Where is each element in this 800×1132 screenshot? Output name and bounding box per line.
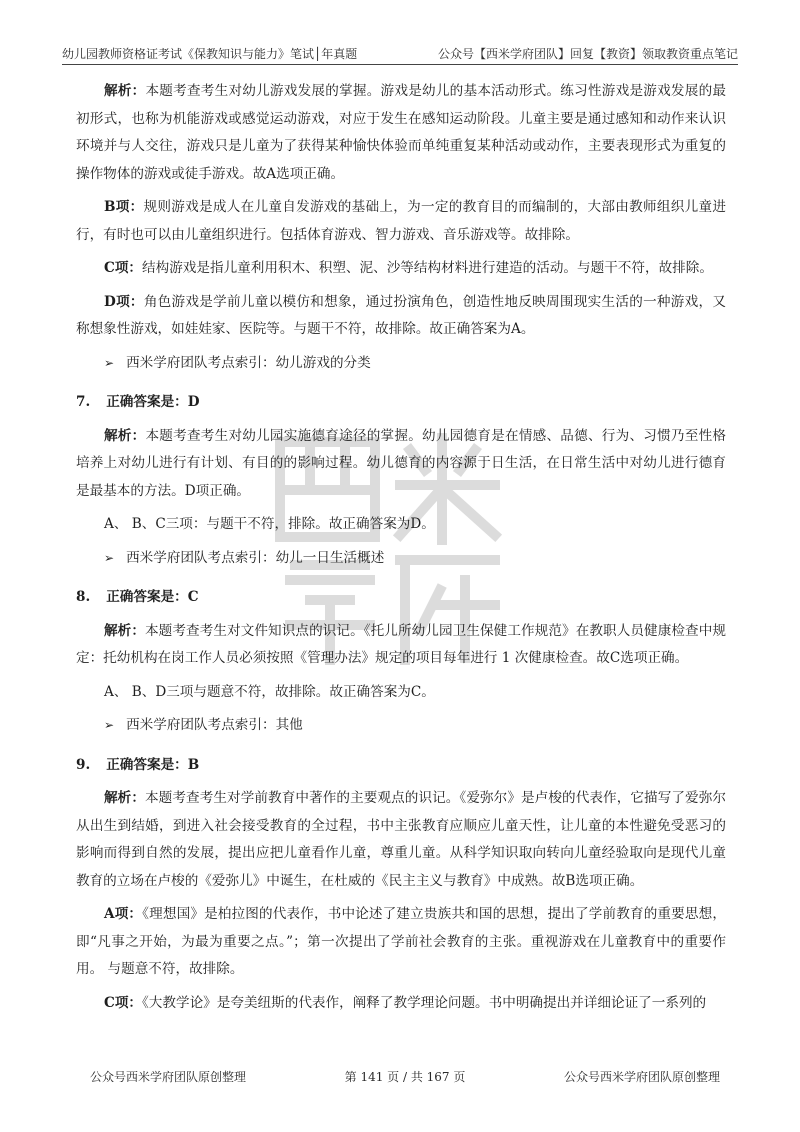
page-number: 第 141 页 / 共 167 页 [344, 1070, 466, 1084]
q9-answer: 正确答案是：B [106, 756, 200, 773]
arrow-bullet-icon: ➢ [104, 355, 115, 370]
q8-index: ➢ 西米学府团队考点索引：其他 [104, 712, 726, 740]
header-promo: 公众号【西米学府团队】回复【教资】领取教资重点笔记 [437, 47, 738, 61]
q8-heading [76, 584, 726, 612]
q9-heading [76, 752, 726, 780]
q8-answer: 正确答案是：C [106, 589, 199, 605]
q9-option-a: A项：《理想国》是柏拉图的代表作，书中论述了建立贵族共和国的思想，提出了学前教育的重要思想，即“凡事之开始，为最为重要之点。”；第一次提出了学前社会教育的主张。重视游戏在儿童教育中的重要作用。 与题意不符，故排除。 [76, 906, 726, 977]
q6-option-d: D项：角色游戏是学前儿童以模仿和想象，通过扮演角色，创造性地反映周围现实生活的一种游戏，又称想象性游戏，如娃娃家、医院等。与题干不符，故排除。故正确答案为A。 [76, 293, 727, 337]
q9-option-c: C项：《大教学论》是夸美纽斯的代表作，阐释了教学理论问题。书中明确提出并详细论证了一系列的 [104, 994, 707, 1011]
q7-heading [76, 389, 726, 417]
q7-analysis: 解析：本题考查考生对幼儿园实施德育途径的掌握。幼儿园德育是在情感、品德、行为、习惯乃至性格培养上对幼儿进行有计划、有目的的影响过程。幼儿德育的内容源于日生活，在日常生活中对幼儿进行德育是最基本的方法。D项正确。 [76, 427, 726, 499]
q8-analysis: 解析：本题考查考生对文件知识点的识记。《托儿所幼儿园卫生保健工作规范》在教职人员健康检查中规定：托幼机构在岗工作人员必须按照《管理办法》规定的项目每年进行 1 次健康检查。故C选项正确。 [76, 622, 726, 666]
page-footer [90, 1068, 720, 1085]
arrow-bullet-icon: ➢ [104, 718, 115, 732]
q7-number: 7. [76, 394, 91, 410]
page-content [76, 78, 726, 1023]
q6-option-c: C项：结构游戏是指儿童利用积木、积塑、泥、沙等结构材料进行建造的活动。与题干不符，故排除。 [104, 260, 713, 276]
header-title: 幼儿园教师资格证考试《保教知识与能力》笔试│年真题 [62, 47, 358, 61]
q7-answer: 正确答案是：D [106, 394, 200, 410]
q9-analysis: 解析：本题考查考生对学前教育中著作的主要观点的识记。《爱弥尔》是卢梭的代表作，它描写了爱弥尔从出生到结婚，到进入社会接受教育的全过程，书中主张教育应顺应儿童天性，让儿童的本性避免受恶习的影响而得到自然的发展，提出应把儿童看作儿童，尊重儿童。从科学知识取向转向儿童经验取向是现代儿童教育的立场在卢梭的《爱弥儿》中诞生，在杜威的《民主主义与教育》中成熟。故B选项正确。 [76, 790, 726, 889]
q7-index: ➢ 西米学府团队考点索引：幼儿一日生活概述 [104, 545, 726, 573]
q6-analysis: 解析：本题考查考生对幼儿游戏发展的掌握。游戏是幼儿的基本活动形式。练习性游戏是游戏发展的最初形式，也称为机能游戏或感觉运动游戏，对应于发生在感知运动阶段。儿童主要是通过感知和动作来认识环境并与人交往，游戏只是儿童为了获得某种愉快体验而单纯重复某种活动或动作，主要表现形式为重复的操作物体的游戏或徒手游戏。故A选项正确。 [76, 83, 726, 182]
q6-index: ➢ 西米学府团队考点索引：幼儿游戏的分类 [104, 350, 726, 378]
svg-text:西米学府: 西米学府 [390, 668, 394, 669]
q9-number: 9. [76, 756, 91, 773]
footer-right: 公众号西米学府团队原创整理 [563, 1070, 720, 1084]
q8-number: 8. [76, 589, 91, 605]
footer-left: 公众号西米学府团队原创整理 [90, 1070, 247, 1084]
q6-option-b: B项：规则游戏是成人在儿童自发游戏的基础上，为一定的教育目的而编制的，大部由教师组织儿童进行，有时也可以由儿童组织进行。包括体育游戏、智力游戏、音乐游戏等。故排除。 [76, 199, 726, 243]
page-header [62, 38, 738, 65]
arrow-bullet-icon: ➢ [104, 550, 115, 565]
q8-others: A、 B、D三项与题意不符，故排除。故正确答案为C。 [104, 683, 435, 700]
q7-others: A、 B、C三项：与题干不符，排除。故正确答案为D。 [104, 516, 435, 532]
